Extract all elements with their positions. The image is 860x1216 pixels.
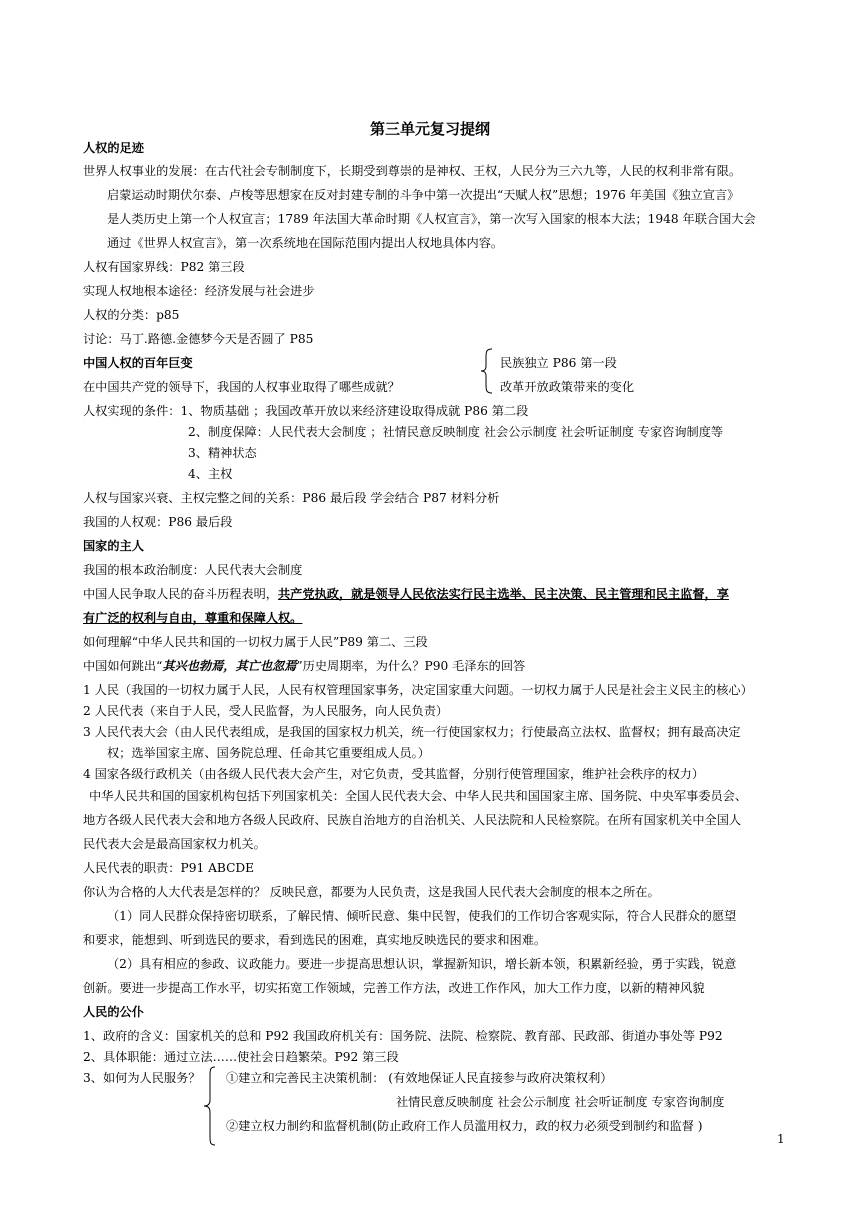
emphasis-text: 其兴也勃焉，其亡也忽焉	[162, 659, 297, 673]
paragraph-line: （1）同人民群众保持密切联系，了解民情、倾听民意、集中民智，使我们的工作切合客观实际，符合人民群众的愿望	[107, 909, 737, 923]
text-span: 中国如何跳出“	[83, 659, 163, 673]
paragraph-line: 民代表大会是最高国家权力机关。	[83, 837, 266, 851]
paragraph-line: 地方各级人民代表大会和地方各级人民政府、民族自治地方的自治机关、人民法院和人民检察院。在所有国家机关中全国人	[83, 813, 742, 827]
page-number: 1	[777, 1132, 785, 1146]
text-line: ②建立权力制约和监督机制(防止政府工作人员滥用权力，政的权力必须受到制约和监督 )	[226, 1119, 703, 1133]
paragraph-line: （2）具有相应的参政、议政能力。要进一步提高思想认识，掌握新知识，增长新本领，积累新经验，勇于实践，锐意	[107, 957, 737, 971]
text-line: 我国的人权观：P86 最后段	[83, 515, 233, 529]
text-line: 人权实现的条件：1、物质基础 ；我国改革开放以来经济建设取得成就 P86 第二段	[83, 404, 529, 418]
text-line	[83, 658, 525, 675]
paragraph-line: 和要求，能想到、听到选民的要求，看到选民的困难，真实地反映选民的要求和困难。	[83, 933, 547, 947]
left-brace-icon	[480, 348, 494, 394]
left-brace-icon	[203, 1066, 217, 1146]
text-line: 人权的分类：p85	[83, 308, 180, 322]
text-line: 实现人权地根本途径：经济发展与社会进步	[83, 284, 315, 298]
text-line: 2、制度保障：人民代表大会制度 ；社情民意反映制度 社会公示制度 社会听证制度 专家咨询制度等	[188, 425, 724, 439]
list-item: 2、具体职能：通过立法……使社会日趋繁荣。P92 第三段	[83, 1050, 399, 1064]
paragraph-line: 通过《世界人权宣言》，第一次系统地在国际范围内提出人权地具体内容。	[107, 236, 504, 250]
list-item: 2 人民代表（来自于人民，受人民监督，为人民服务，向人民负责）	[83, 704, 449, 718]
text-line: 在中国共产党的领导下，我国的人权事业取得了哪些成就？	[83, 380, 400, 394]
text-line: 你认为合格的人大代表是怎样的？ 反映民意，都要为人民负责，这是我国人民代表大会制度的根本之所在。	[83, 885, 660, 899]
text-line: 3、精神状态	[188, 446, 257, 460]
text-line: 民族独立 P86 第一段	[500, 356, 617, 370]
paragraph-line: 创新。要进一步提高工作水平，切实拓宽工作领域，完善工作方法，改进工作作风，加大工作力度，以新的精神风貌	[83, 981, 705, 995]
text-line: 人民代表的职责：P91 ABCDE	[83, 861, 255, 875]
text-line: 人权有国家界线：P82 第三段	[83, 260, 245, 274]
section-heading-public-servant: 人民的公仆	[83, 1005, 144, 1019]
text-span: ”历史周期率，为什么？P90 毛泽东的回答	[296, 659, 526, 673]
underlined-text: 有广泛的权利与自由，尊重和保障人权。	[83, 611, 303, 625]
list-item: 4 国家各级行政机关（由各级人民代表大会产生，对它负责，受其监督，分别行使管理国家，维护社会秩序的权力）	[83, 767, 705, 781]
paragraph-line: 世界人权事业的发展：在古代社会专制制度下，长期受到尊崇的是神权、王权，人民分为三六九等，人民的权利非常有限。	[83, 164, 742, 178]
list-item: 1、政府的含义：国家机关的总和 P92 我国政府机关有：国务院、法院、检察院、教育部、民政部、街道办事处等 P92	[83, 1029, 723, 1043]
text-line: 人权与国家兴衰、主权完整之间的关系：P86 最后段 学会结合 P87 材料分析	[83, 491, 500, 505]
text-line: 讨论：马丁.路德.金德梦今天是否圆了 P85	[83, 332, 314, 346]
text-line: 如何理解“中华人民共和国的一切权力属于人民”P89 第二、三段	[83, 635, 428, 649]
list-item: 3 人民代表大会（由人民代表组成，是我国的国家权力机关，统一行使国家权力；行使最高立法权、监督权；拥有最高决定	[83, 725, 741, 739]
paragraph-line: 启蒙运动时期伏尔泰、卢梭等思想家在反对封建专制的斗争中第一次提出“天赋人权”思想；1976 年美国《独立宣言》	[107, 188, 740, 202]
underlined-text: 共产党执政，就是领导人民依法实行民主选举、民主决策、民主管理和民主监督，享	[278, 587, 729, 601]
list-item-continued: 权；选举国家主席、国务院总理、任命其它重要组成人员。）	[107, 746, 430, 760]
text-line: 改革开放政策带来的变化	[500, 380, 635, 394]
text-line: 4、主权	[188, 467, 233, 481]
paragraph-line: 中华人民共和国的国家机构包括下列国家机关：全国人民代表大会、中华人民共和国国家主席、国务院、中央军事委员会、	[89, 789, 748, 803]
text-line: 社情民意反映制度 社会公示制度 社会听证制度 专家咨询制度	[396, 1095, 725, 1109]
list-item: 3、如何为人民服务？	[83, 1071, 201, 1085]
text-line	[83, 586, 729, 603]
paragraph-line: 是人类历史上第一个人权宣言；1789 年法国大革命时期《人权宣言》，第一次写入国家的根本大法；1948 年联合国大会	[107, 212, 756, 226]
text-span: 中国人民争取人民的奋斗历程表明，	[83, 587, 278, 601]
text-line: 我国的根本政治制度：人民代表大会制度	[83, 563, 303, 577]
section-heading-century-change: 中国人权的百年巨变	[83, 356, 193, 370]
text-line: ①建立和完善民主决策机制： (有效地保证人民直接参与政府决策权利）	[226, 1071, 613, 1085]
page-title: 第三单元复习提纲	[369, 120, 490, 138]
section-heading-masters-of-country: 国家的主人	[83, 539, 144, 553]
list-item: 1 人民（我国的一切权力属于人民，人民有权管理国家事务，决定国家重大问题。一切权力属于人民是社会主义民主的核心）	[83, 683, 753, 697]
section-heading-human-rights-footprint: 人权的足迹	[83, 141, 144, 155]
